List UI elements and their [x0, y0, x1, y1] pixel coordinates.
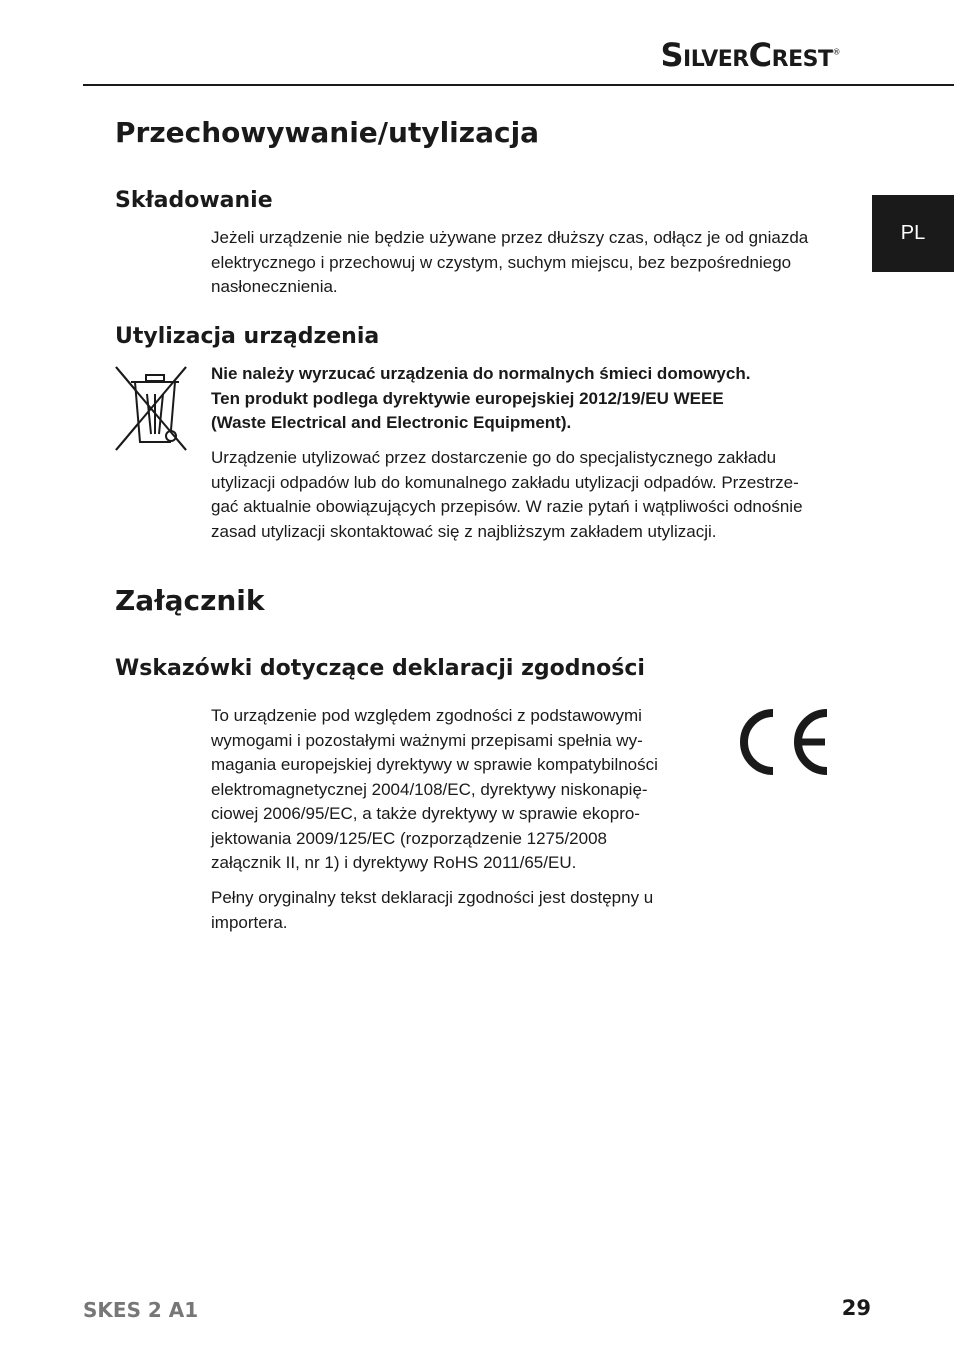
- heading-disposal: Utylizacja urządzenia: [115, 324, 380, 349]
- brand-logo: [660, 36, 840, 74]
- warning-line-3: (Waste Electrical and Electronic Equipment).: [211, 413, 572, 432]
- heading-storage: Składowanie: [115, 188, 273, 213]
- disposal-line-3: gać aktualnie obowiązujących przepisów. W razie pytań i wątpliwości odnośnie: [211, 497, 803, 516]
- conformity-line-7: załącznik II, nr 1) i dyrektywy RoHS 2011/65/EU.: [211, 853, 577, 872]
- language-tab: [872, 195, 954, 272]
- language-tab-label: PL: [900, 222, 926, 244]
- conformity-line-3: magania europejskiej dyrektywy w sprawie kompatybilności: [211, 755, 658, 774]
- disposal-line-1: Urządzenie utylizować przez dostarczenie go do specjalistycznego zakładu: [211, 448, 777, 467]
- crossed-out-bin-icon: [113, 364, 189, 453]
- warning-line-2: Ten produkt podlega dyrektywie europejskiej 2012/19/EU WEEE: [211, 388, 724, 408]
- section-title-storage-disposal: Przechowywanie/utylizacja: [115, 116, 540, 149]
- disposal-warning: [211, 362, 851, 436]
- conformity-line-5: ciowej 2006/95/EC, a także dyrektywy w sprawie ekopro-: [211, 804, 640, 823]
- page-number: 29: [841, 1296, 871, 1320]
- conformity-note: [211, 886, 691, 935]
- warning-line-1: Nie należy wyrzucać urządzenia do normalnych śmieci domowych.: [211, 364, 751, 383]
- disposal-line-2: utylizacji odpadów lub do komunalnego zakładu utylizacji odpadów. Przestrze-: [211, 472, 799, 492]
- note-line-2: importera.: [211, 912, 288, 932]
- registered-mark: ®: [832, 47, 840, 57]
- conformity-line-1: To urządzenie pod względem zgodności z podstawowymi: [211, 706, 642, 725]
- note-line-1: Pełny oryginalny tekst deklaracji zgodności jest dostępny u: [211, 888, 654, 907]
- disposal-line-4: zasad utylizacji skontaktować się z najbliższym zakładem utylizacji.: [211, 521, 717, 541]
- footer-model: SKES 2 A1: [83, 1298, 199, 1322]
- storage-text: Jeżeli urządzenie nie będzie używane przez dłuższy czas, odłącz je od gniazda elektrycznego i przechowuj w czystym, suchym miejscu, bez bezpośredniego nasłonecznienia.: [211, 228, 809, 296]
- conformity-text: [211, 704, 691, 876]
- header-divider: [83, 84, 954, 86]
- disposal-text: [211, 446, 851, 544]
- conformity-line-2: wymogami i pozostałymi ważnymi przepisami spełnia wy-: [211, 730, 643, 750]
- conformity-line-4: elektromagnetycznej 2004/108/EC, dyrektywy niskonapię-: [211, 779, 648, 799]
- section-title-appendix: Załącznik: [115, 584, 265, 617]
- heading-conformity: Wskazówki dotyczące deklaracji zgodności: [115, 656, 645, 681]
- brand-name: SilverCrest: [660, 36, 833, 74]
- conformity-line-6: jektowania 2009/125/EC (rozporządzenie 1275/2008: [211, 828, 607, 848]
- ce-mark-icon: [733, 707, 831, 777]
